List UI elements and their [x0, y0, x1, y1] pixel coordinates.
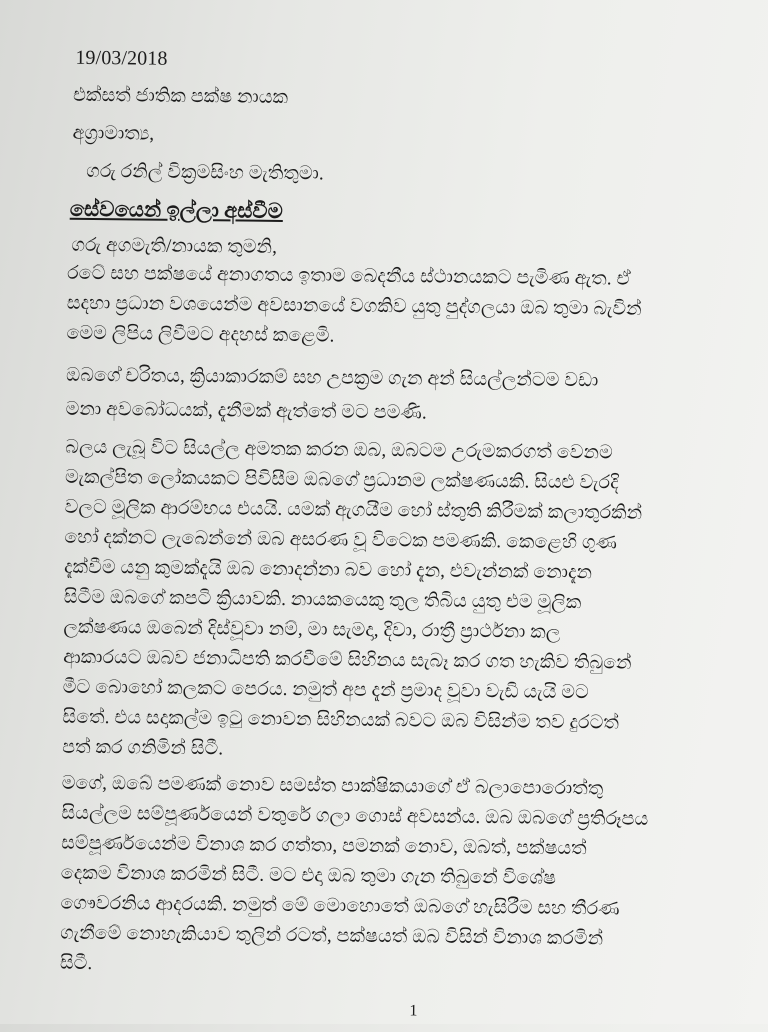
recipient-line-3: ගරු රනිල් වික්‍රමසිංහ මැතිතුමා. [86, 160, 324, 185]
paragraph-line: සිටීම ඔබගේ කපටි ක්‍රියාවකි. නායකයෙකු තුල තිබිය යුතු එම මූලික [63, 586, 582, 614]
paragraph-line: බලය ලැබූ විට සියල්ල අමතක කරන ඔබ, ඔබටම උරුමකරගත් වෙනම [65, 436, 613, 464]
paragraph-line: පත් කර ගනිමින් සිටී. [62, 736, 224, 760]
paragraph-line: සිටී. [59, 952, 93, 975]
paragraph-line: ලක්ෂණය ඔබෙන් දිස්වූවා නම්, මා සැමදා, දිවා, රාත්‍රී ප්‍රාර්ථනා කල [63, 616, 561, 643]
paragraph-line: ආකාරයට ඔබව ජනාධිපති කරවීමේ සිහිනය සැබෑ කර ගත හැකිව තිබුනේ [63, 646, 632, 674]
paragraph-line: මැකල්පිත ලෝකයකට පිවිසීම ඔබගේ ප්‍රධානම ලක්ෂණයකි. සියළු වැරදි [64, 466, 619, 494]
paragraph-line: ගැනීමේ නොහැකියාව තුලින් රටත්, පක්ෂයත් ඔබ විසින් විනාශ කරමින් [60, 922, 604, 950]
paragraph-line: මගේ, ඔබේ පමණක් නොව සමස්ත පාක්ෂිකයාගේ ඒ බලාපොරොත්තු [61, 772, 604, 800]
recipient-line-2: අග්‍රාමාත්‍ය, [72, 122, 155, 145]
paragraph-line: මෙම ලිපිය ලිවීමට අදහස් කළෙමි. [66, 322, 335, 347]
paragraph-line: සම්පූර්ණයෙන්ම විනාශ කර ගත්තා, පමනක් නොව, ඔබත්, පක්ෂයත් [61, 832, 587, 860]
paragraph-line: මනා අවබෝධයක්, දැනීමක් ඇත්තේ මට පමණි. [65, 398, 427, 424]
paragraph-line: හෝ දක්නට ලැබෙන්නේ ඔබ අසරණ වූ විටෙක පමණකි. කෙළෙහි ගුණ [64, 526, 618, 554]
letter-date: 19/03/2018 [75, 46, 168, 70]
paragraph-line: ඔබගේ චරිතය, ක්‍රියාකාරකම් සහ උපක්‍රම ගැන අන් සියල්ලන්ටම වඩා [65, 364, 599, 392]
paragraph-line: ගෞවරනිය ආදරයකි. නමුත් මේ මොහොතේ ඔබගේ හැසිරීම සහ තීරණ [60, 892, 620, 920]
paragraph-line: මීට බොහෝ කලකට පෙරය. නමුත් අප දැන් ප්‍රමාද වූවා වැඩි යැයි මට [62, 676, 589, 704]
paragraph-line: සියල්ලම සම්පූර්ණයෙන් වතුරේ ගලා ගොස් අවසන්ය. ඔබ ඔබගේ ප්‍රතිරූපය [61, 802, 649, 830]
paragraph-line: වලට මූලික ආරම්භය එයයි. යමක් ඇගයීම හෝ ස්තුති කිරීමක් කලාතුරකින් [64, 496, 643, 524]
paragraph-line: සිතේ. එය සදාකල්ම ඉටු නොවන සිහිනයක් බවට ඔබ විසින්ම තව දුරටත් [62, 706, 620, 734]
recipient-line-1: එක්සත් ජාතික පක්ෂ නායක [72, 84, 289, 109]
paragraph-line: දෙකම විනාශ කරමින් සිටී. මට එදා ඔබ තුමා ගැන තිබුනේ විශේෂ [60, 862, 557, 889]
letter-subject: සේවයෙන් ඉල්ලා අස්වීම [69, 196, 284, 223]
salutation: ගරු අගමැති/නායක තුමනි, [71, 234, 278, 258]
page-number: 1 [409, 1002, 418, 1020]
paragraph-line: දැක්වීම යනු කුමක්දැයි ඔබ නොදන්නා බව හෝ දැන, එවැන්නක් නොදැන [63, 556, 593, 584]
paragraph-line: රටේ සහ පක්ෂයේ අනාගතය ඉතාම බෙදනීය ස්ථානයකට පැමිණ ඇත. ඒ [67, 262, 631, 290]
paragraph-line: සදහා ප්‍රධාන වශයෙන්ම අවසානයේ වගකිව යුතු පුද්ගලයා ඔබ තුමා බැවින් [66, 292, 642, 320]
